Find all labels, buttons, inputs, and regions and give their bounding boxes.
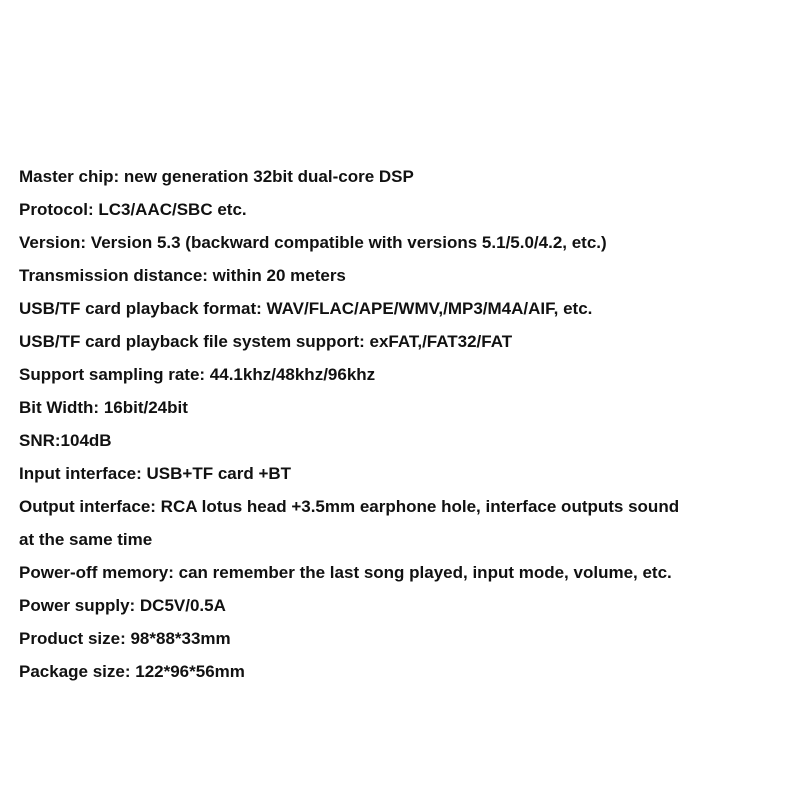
spec-playback-format: USB/TF card playback format: WAV/FLAC/APE/WMV,/MP3/M4A/AIF, etc. <box>19 299 593 318</box>
spec-bit-width: Bit Width: 16bit/24bit <box>19 398 188 417</box>
spec-power-supply: Power supply: DC5V/0.5A <box>19 596 226 615</box>
spec-power-off-memory: Power-off memory: can remember the last song played, input mode, volume, etc. <box>19 563 672 582</box>
spec-output-interface-continued: at the same time <box>19 530 153 549</box>
spec-master-chip: Master chip: new generation 32bit dual-core DSP <box>19 167 414 186</box>
spec-snr: SNR:104dB <box>19 431 112 450</box>
spec-protocol: Protocol: LC3/AAC/SBC etc. <box>19 200 247 219</box>
spec-version: Version: Version 5.3 (backward compatible with versions 5.1/5.0/4.2, etc.) <box>19 233 607 252</box>
spec-list <box>19 160 789 688</box>
spec-product-size: Product size: 98*88*33mm <box>19 629 231 648</box>
spec-output-interface: Output interface: RCA lotus head +3.5mm earphone hole, interface outputs sound <box>19 497 680 516</box>
spec-package-size: Package size: 122*96*56mm <box>19 662 245 681</box>
spec-input-interface: Input interface: USB+TF card +BT <box>19 464 292 483</box>
spec-file-system: USB/TF card playback file system support: exFAT,/FAT32/FAT <box>19 332 513 351</box>
spec-transmission-distance: Transmission distance: within 20 meters <box>19 266 346 285</box>
spec-sampling-rate: Support sampling rate: 44.1khz/48khz/96khz <box>19 365 376 384</box>
